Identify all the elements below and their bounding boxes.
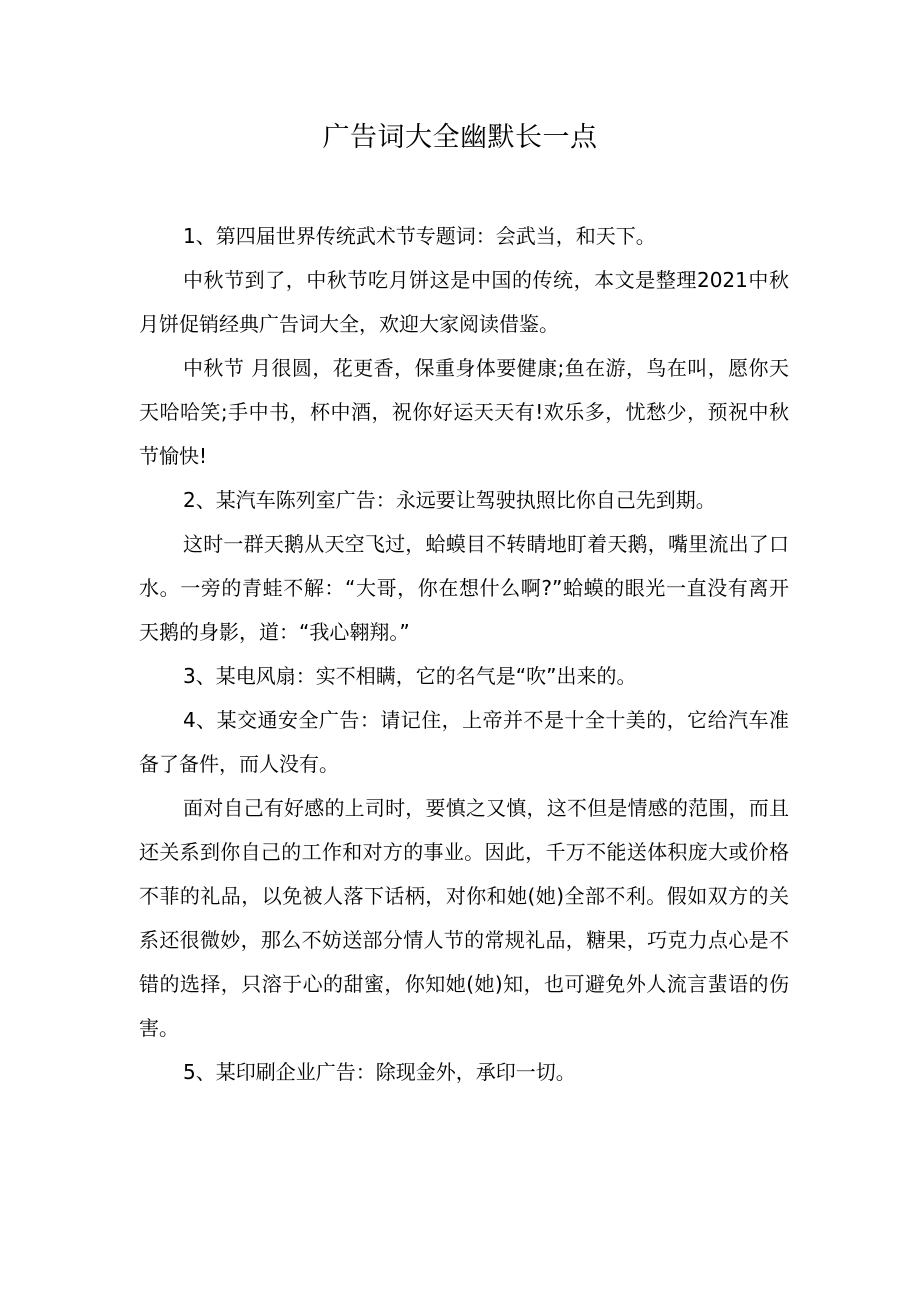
paragraph-6: 3、某电风扇：实不相瞒，它的名气是“吹”出来的。 (183, 664, 637, 688)
paragraph-1: 1、第四届世界传统武术节专题词：会武当，和天下。 (183, 224, 656, 248)
paragraph-8: 面对自己有好感的上司时，要慎之又慎，这不但是情感的范围，而且还关系到你自己的工作和对方的事业。因此，千万不能送体积庞大或价格不菲的礼品，以免被人落下话柄，对你和她(她)全部不利。假如双方的关系还很微妙，那么不妨送部分情人节的常规礼品，糖果，巧克力点心是不错的选择，只溶于心的甜蜜，你知她(她)知，也可避免外人流言蜚语的伤害。 (139, 796, 789, 1040)
paragraph-4: 2、某汽车陈列室广告：永远要让驾驶执照比你自己先到期。 (183, 488, 716, 512)
paragraph-7: 4、某交通安全广告：请记住，上帝并不是十全十美的，它给汽车准备了备件，而人没有。 (139, 708, 789, 776)
paragraph-9: 5、某印刷企业广告：除现金外，承印一切。 (183, 1060, 576, 1084)
page-title: 广告词大全幽默长一点 (322, 122, 598, 153)
paragraph-2: 中秋节到了，中秋节吃月饼这是中国的传统，本文是整理2021中秋月饼促销经典广告词大全，欢迎大家阅读借鉴。 (139, 268, 789, 336)
document-body (139, 214, 789, 1094)
paragraph-5: 这时一群天鹅从天空飞过，蛤蟆目不转睛地盯着天鹅，嘴里流出了口水。一旁的青蛙不解：“大哥，你在想什么啊?”蛤蟆的眼光一直没有离开天鹅的身影，道：“我心翱翔。” (139, 532, 789, 644)
paragraph-3: 中秋节 月很圆，花更香，保重身体要健康;鱼在游，鸟在叫，愿你天天哈哈笑;手中书，杯中酒，祝你好运天天有!欢乐多，忧愁少，预祝中秋节愉快! (139, 356, 789, 468)
